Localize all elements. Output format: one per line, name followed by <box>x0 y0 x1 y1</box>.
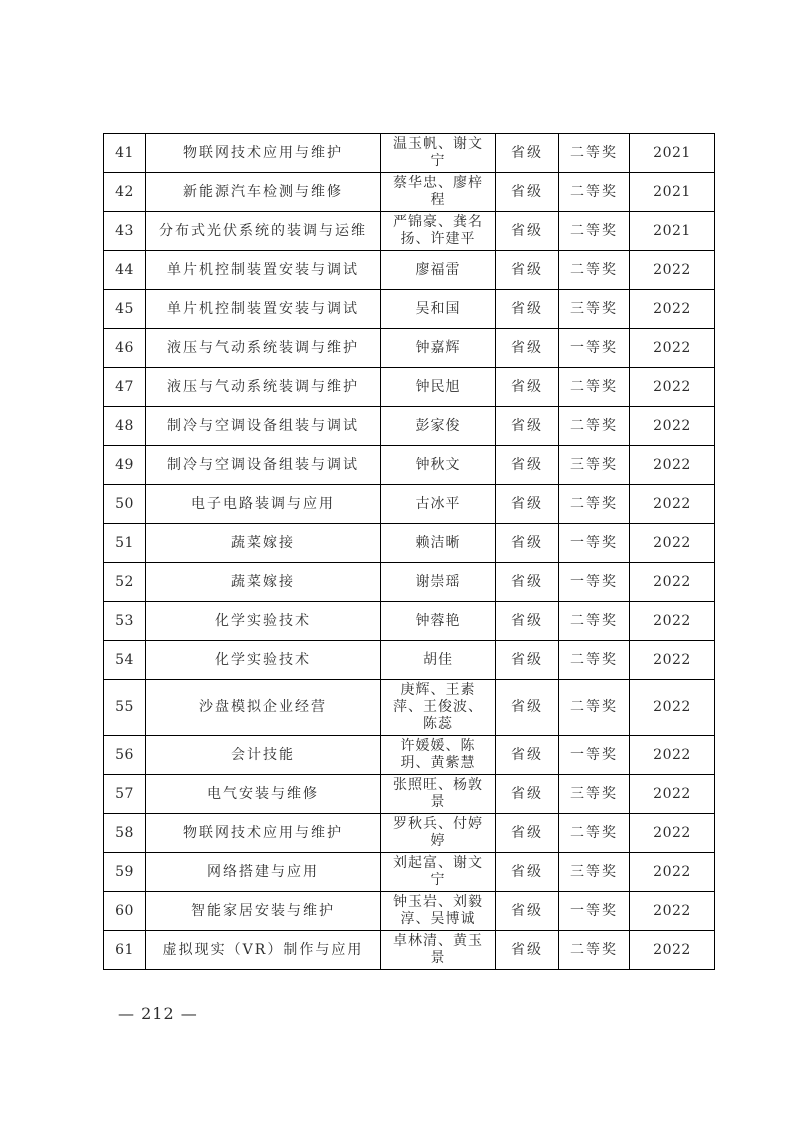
row-number-cell: 51 <box>104 524 146 563</box>
year-cell: 2022 <box>630 329 715 368</box>
year-cell: 2021 <box>630 134 715 173</box>
level-cell: 省级 <box>496 407 559 446</box>
row-number-cell: 43 <box>104 212 146 251</box>
competition-name-cell: 蔬菜嫁接 <box>146 524 381 563</box>
participants-cell: 钟玉岩、刘毅淳、吴博诚 <box>381 892 496 931</box>
participants-cell: 庚辉、王素萍、王俊波、陈蕊 <box>381 680 496 736</box>
table-row <box>104 814 715 853</box>
row-number-cell: 48 <box>104 407 146 446</box>
participants-cell: 廖福雷 <box>381 251 496 290</box>
participants-cell: 胡佳 <box>381 641 496 680</box>
row-number-cell: 61 <box>104 931 146 970</box>
level-cell: 省级 <box>496 173 559 212</box>
year-cell: 2022 <box>630 563 715 602</box>
row-number-cell: 41 <box>104 134 146 173</box>
level-cell: 省级 <box>496 446 559 485</box>
awards-table <box>103 133 715 970</box>
award-cell: 二等奖 <box>559 814 630 853</box>
level-cell: 省级 <box>496 680 559 736</box>
row-number-cell: 57 <box>104 775 146 814</box>
year-cell: 2022 <box>630 931 715 970</box>
level-cell: 省级 <box>496 853 559 892</box>
competition-name-cell: 物联网技术应用与维护 <box>146 814 381 853</box>
award-cell: 二等奖 <box>559 407 630 446</box>
award-cell: 二等奖 <box>559 602 630 641</box>
table-row <box>104 680 715 736</box>
year-cell: 2022 <box>630 524 715 563</box>
row-number-cell: 46 <box>104 329 146 368</box>
competition-name-cell: 化学实验技术 <box>146 641 381 680</box>
participants-cell: 赖洁晰 <box>381 524 496 563</box>
competition-name-cell: 制冷与空调设备组装与调试 <box>146 446 381 485</box>
table-row <box>104 251 715 290</box>
year-cell: 2022 <box>630 680 715 736</box>
row-number-cell: 60 <box>104 892 146 931</box>
level-cell: 省级 <box>496 368 559 407</box>
competition-name-cell: 液压与气动系统装调与维护 <box>146 329 381 368</box>
award-cell: 三等奖 <box>559 853 630 892</box>
competition-name-cell: 电子电路装调与应用 <box>146 485 381 524</box>
year-cell: 2022 <box>630 251 715 290</box>
participants-cell: 彭家俊 <box>381 407 496 446</box>
participants-cell: 谢崇瑶 <box>381 563 496 602</box>
competition-name-cell: 制冷与空调设备组装与调试 <box>146 407 381 446</box>
table-row <box>104 641 715 680</box>
award-cell: 一等奖 <box>559 524 630 563</box>
award-cell: 二等奖 <box>559 368 630 407</box>
level-cell: 省级 <box>496 212 559 251</box>
level-cell: 省级 <box>496 931 559 970</box>
participants-cell: 张照旺、杨敦景 <box>381 775 496 814</box>
table-row <box>104 602 715 641</box>
award-cell: 三等奖 <box>559 775 630 814</box>
competition-name-cell: 蔬菜嫁接 <box>146 563 381 602</box>
award-cell: 二等奖 <box>559 680 630 736</box>
award-cell: 一等奖 <box>559 892 630 931</box>
level-cell: 省级 <box>496 524 559 563</box>
year-cell: 2021 <box>630 212 715 251</box>
competition-name-cell: 虚拟现实（VR）制作与应用 <box>146 931 381 970</box>
competition-name-cell: 物联网技术应用与维护 <box>146 134 381 173</box>
year-cell: 2022 <box>630 892 715 931</box>
row-number-cell: 47 <box>104 368 146 407</box>
competition-name-cell: 沙盘模拟企业经营 <box>146 680 381 736</box>
level-cell: 省级 <box>496 563 559 602</box>
year-cell: 2022 <box>630 485 715 524</box>
table-row <box>104 212 715 251</box>
award-cell: 一等奖 <box>559 563 630 602</box>
level-cell: 省级 <box>496 251 559 290</box>
level-cell: 省级 <box>496 892 559 931</box>
table-row <box>104 931 715 970</box>
competition-name-cell: 单片机控制装置安装与调试 <box>146 290 381 329</box>
year-cell: 2022 <box>630 407 715 446</box>
award-cell: 三等奖 <box>559 446 630 485</box>
participants-cell: 钟嘉辉 <box>381 329 496 368</box>
level-cell: 省级 <box>496 736 559 775</box>
row-number-cell: 59 <box>104 853 146 892</box>
award-cell: 一等奖 <box>559 736 630 775</box>
participants-cell: 严锦豪、龚名扬、许建平 <box>381 212 496 251</box>
award-cell: 三等奖 <box>559 290 630 329</box>
competition-name-cell: 智能家居安装与维护 <box>146 892 381 931</box>
row-number-cell: 55 <box>104 680 146 736</box>
level-cell: 省级 <box>496 602 559 641</box>
competition-name-cell: 分布式光伏系统的装调与运维 <box>146 212 381 251</box>
participants-cell: 温玉帆、谢文宁 <box>381 134 496 173</box>
competition-name-cell: 会计技能 <box>146 736 381 775</box>
competition-name-cell: 新能源汽车检测与维修 <box>146 173 381 212</box>
competition-name-cell: 化学实验技术 <box>146 602 381 641</box>
row-number-cell: 50 <box>104 485 146 524</box>
year-cell: 2022 <box>630 736 715 775</box>
participants-cell: 蔡华忠、廖梓程 <box>381 173 496 212</box>
award-cell: 二等奖 <box>559 251 630 290</box>
row-number-cell: 44 <box>104 251 146 290</box>
competition-name-cell: 电气安装与维修 <box>146 775 381 814</box>
table-row <box>104 407 715 446</box>
award-cell: 二等奖 <box>559 641 630 680</box>
row-number-cell: 54 <box>104 641 146 680</box>
row-number-cell: 58 <box>104 814 146 853</box>
participants-cell: 卓林清、黄玉景 <box>381 931 496 970</box>
level-cell: 省级 <box>496 329 559 368</box>
table-row <box>104 485 715 524</box>
award-cell: 二等奖 <box>559 931 630 970</box>
row-number-cell: 56 <box>104 736 146 775</box>
participants-cell: 钟秋文 <box>381 446 496 485</box>
table-row <box>104 368 715 407</box>
level-cell: 省级 <box>496 290 559 329</box>
table-row <box>104 892 715 931</box>
level-cell: 省级 <box>496 814 559 853</box>
participants-cell: 吴和国 <box>381 290 496 329</box>
table-row <box>104 853 715 892</box>
table-row <box>104 446 715 485</box>
participants-cell: 古冰平 <box>381 485 496 524</box>
year-cell: 2022 <box>630 446 715 485</box>
table-row <box>104 524 715 563</box>
row-number-cell: 52 <box>104 563 146 602</box>
row-number-cell: 45 <box>104 290 146 329</box>
award-cell: 一等奖 <box>559 329 630 368</box>
year-cell: 2022 <box>630 853 715 892</box>
participants-cell: 刘起富、谢文宁 <box>381 853 496 892</box>
year-cell: 2022 <box>630 290 715 329</box>
year-cell: 2022 <box>630 641 715 680</box>
level-cell: 省级 <box>496 775 559 814</box>
table-row <box>104 173 715 212</box>
year-cell: 2022 <box>630 602 715 641</box>
table-row <box>104 775 715 814</box>
competition-name-cell: 液压与气动系统装调与维护 <box>146 368 381 407</box>
competition-name-cell: 单片机控制装置安装与调试 <box>146 251 381 290</box>
page-number: — 212 — <box>118 1004 198 1023</box>
award-cell: 二等奖 <box>559 173 630 212</box>
row-number-cell: 49 <box>104 446 146 485</box>
table-row <box>104 290 715 329</box>
competition-name-cell: 网络搭建与应用 <box>146 853 381 892</box>
year-cell: 2021 <box>630 173 715 212</box>
participants-cell: 许媛媛、陈玥、黄紫慧 <box>381 736 496 775</box>
year-cell: 2022 <box>630 814 715 853</box>
level-cell: 省级 <box>496 641 559 680</box>
level-cell: 省级 <box>496 134 559 173</box>
table-row <box>104 736 715 775</box>
award-cell: 二等奖 <box>559 212 630 251</box>
level-cell: 省级 <box>496 485 559 524</box>
year-cell: 2022 <box>630 775 715 814</box>
table-row <box>104 563 715 602</box>
participants-cell: 钟蓉艳 <box>381 602 496 641</box>
row-number-cell: 53 <box>104 602 146 641</box>
table-row <box>104 329 715 368</box>
participants-cell: 罗秋兵、付婷婷 <box>381 814 496 853</box>
award-cell: 二等奖 <box>559 485 630 524</box>
award-cell: 二等奖 <box>559 134 630 173</box>
participants-cell: 钟民旭 <box>381 368 496 407</box>
year-cell: 2022 <box>630 368 715 407</box>
table-row <box>104 134 715 173</box>
row-number-cell: 42 <box>104 173 146 212</box>
